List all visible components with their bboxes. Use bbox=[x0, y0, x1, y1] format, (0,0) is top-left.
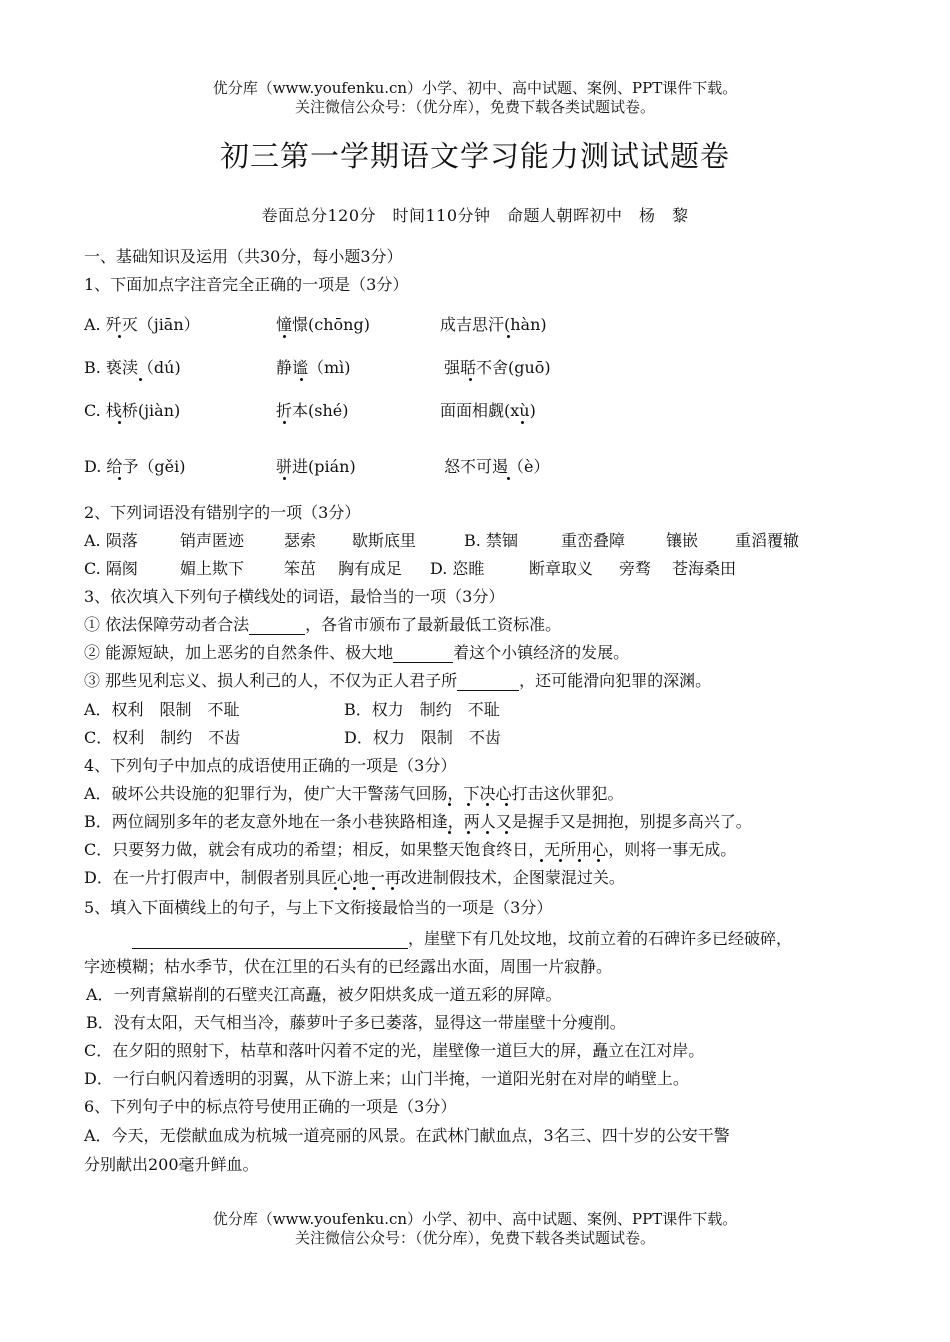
emphasis-dot bbox=[597, 859, 600, 862]
question-2-stem: 2、下列词语没有错别字的一项（3分） bbox=[84, 503, 361, 522]
q1-option-d-1: D. 给予（gěi) bbox=[84, 457, 186, 476]
q3-sentence-2: ② 能源短缺，加上恶劣的自然条件、极大地 着这个小镇经济的发展。 bbox=[84, 643, 630, 662]
q1-option-a-3: 成吉思汗(hàn) bbox=[440, 315, 547, 334]
emphasis-dot bbox=[559, 859, 562, 862]
q3-option-d: D．权力 限制 不齿 bbox=[344, 728, 501, 747]
q5-option-b: B．没有太阳，天气相当冷，藤萝叶子多已萎落，显得这一带崖壁十分瘦削。 bbox=[86, 1013, 626, 1032]
q5-option-d: D．一行白帆闪着透明的羽翼，从下游上来；山门半掩，一道阳光射在对岸的峭壁上。 bbox=[84, 1069, 689, 1088]
q4-option-d: D．在一片打假声中，制假者别具匠心地一再改进制假技术，企图蒙混过关。 bbox=[84, 868, 625, 887]
q2-d-word-2: 断章取义 bbox=[529, 559, 594, 578]
emphasis-dot bbox=[353, 887, 356, 890]
q1-option-a-1: A. 歼灭（jiān） bbox=[84, 315, 200, 334]
q2-a-word-3: 瑟索 bbox=[284, 531, 317, 550]
q2-a-word-2: 销声匿迹 bbox=[180, 531, 245, 550]
exam-meta: 卷面总分120分 时间110分钟 命题人朝晖初中 杨 黎 bbox=[261, 206, 689, 225]
fill-blank bbox=[393, 643, 453, 663]
emphasis-dot bbox=[118, 477, 121, 480]
q4-option-a: A．破坏公共设施的犯罪行为，使广大干警荡气回肠，下决心打击这伙罪犯。 bbox=[84, 784, 624, 803]
q2-d-word-1: D. 恣睢 bbox=[430, 559, 485, 578]
emphasis-dot bbox=[283, 421, 286, 424]
emphasis-dot bbox=[448, 831, 451, 834]
q2-b-word-4: 重滔覆辙 bbox=[735, 531, 800, 550]
q3-option-c: C．权利 制约 不齿 bbox=[84, 728, 241, 747]
emphasis-dot bbox=[448, 803, 451, 806]
emphasis-dot bbox=[507, 477, 510, 480]
question-4-stem: 4、下列句子中加点的成语使用正确的一项是（3分） bbox=[84, 756, 457, 775]
emphasis-dot bbox=[521, 421, 524, 424]
emphasis-dot bbox=[139, 378, 142, 381]
emphasis-dot bbox=[507, 335, 510, 338]
header-line-1: 优分库（www.youfenku.cn）小学、初中、高中试题、案例、PPT课件下载。 bbox=[212, 79, 738, 97]
q2-b-word-3: 镶嵌 bbox=[666, 531, 699, 550]
emphasis-dot bbox=[467, 831, 470, 834]
q3-option-b: B．权力 制约 不耻 bbox=[344, 700, 500, 719]
emphasis-dot bbox=[300, 378, 303, 381]
q4-option-c: C．只要努力做，就会有成功的希望；相反，如果整天饱食终日，无所用心，则将一事无成。 bbox=[84, 840, 737, 859]
emphasis-dot bbox=[118, 335, 121, 338]
q2-d-word-4: 苍海桑田 bbox=[672, 559, 737, 578]
q2-c-word-2: 媚上欺下 bbox=[180, 559, 245, 578]
page-title: 初三第一学期语文学习能力测试试题卷 bbox=[219, 139, 730, 173]
question-5-stem: 5、填入下面横线上的句子，与上下文衔接最恰当的一项是（3分） bbox=[84, 898, 553, 917]
q1-option-a-2: 憧憬(chōng) bbox=[276, 315, 370, 334]
emphasis-dot bbox=[372, 887, 375, 890]
q2-d-word-3: 旁骛 bbox=[619, 559, 652, 578]
q1-option-d-2: 骈进(pián) bbox=[276, 457, 356, 476]
footer-line-1: 优分库（www.youfenku.cn）小学、初中、高中试题、案例、PPT课件下载。 bbox=[212, 1210, 738, 1228]
q3-option-a: A．权利 限制 不耻 bbox=[84, 700, 240, 719]
question-1-stem: 1、下面加点字注音完全正确的一项是（3分） bbox=[84, 275, 409, 294]
q3-sentence-3: ③ 那些见利忘义、损人利己的人，不仅为正人君子所 ，还可能滑向犯罪的深渊。 bbox=[84, 671, 712, 690]
fill-blank bbox=[457, 671, 519, 691]
emphasis-dot bbox=[118, 421, 121, 424]
q5-passage-line-2: 字迹模糊；枯水季节，伏在江里的石头有的已经露出水面，周围一片寂静。 bbox=[84, 957, 613, 976]
header-line-2: 关注微信公众号：（优分库），免费下载各类试题试卷。 bbox=[294, 98, 655, 116]
question-3-stem: 3、依次填入下列句子横线处的词语，最恰当的一项（3分） bbox=[84, 587, 505, 606]
fill-blank bbox=[132, 929, 408, 949]
q2-a-word-4: 歇斯底里 bbox=[352, 531, 417, 550]
footer-line-2: 关注微信公众号：（优分库），免费下载各类试题试卷。 bbox=[294, 1229, 655, 1247]
emphasis-dot bbox=[467, 803, 470, 806]
emphasis-dot bbox=[486, 803, 489, 806]
emphasis-dot bbox=[334, 887, 337, 890]
q2-a-word-1: A. 陨落 bbox=[84, 531, 138, 550]
q5-option-a: A．一列青黛崭削的石壁夹江高矗，被夕阳烘炙成一道五彩的屏障。 bbox=[86, 985, 562, 1004]
emphasis-dot bbox=[469, 378, 472, 381]
q5-passage-line-1: ，崖壁下有几处坟地，坟前立着的石碑许多已经破碎， bbox=[132, 926, 792, 949]
q2-c-word-4: 胸有成足 bbox=[338, 559, 403, 578]
q3-sentence-1: ① 依法保障劳动者合法 ，各省市颁布了最新最低工资标准。 bbox=[84, 615, 562, 634]
emphasis-dot bbox=[505, 803, 508, 806]
q6-option-a-line-1: A．今天，无偿献血成为杭城一道亮丽的风景。在武林门献血点，3名三、四十岁的公安干警 bbox=[84, 1126, 730, 1145]
q1-option-d-3: 怒不可遏（è） bbox=[444, 457, 550, 476]
emphasis-dot bbox=[505, 831, 508, 834]
emphasis-dot bbox=[486, 831, 489, 834]
fill-blank bbox=[249, 615, 305, 635]
q2-c-word-3: 笨茁 bbox=[284, 559, 317, 578]
question-6-stem: 6、下列句子中的标点符号使用正确的一项是（3分） bbox=[84, 1097, 457, 1116]
q1-option-b-2: 静谧（mì) bbox=[276, 358, 351, 377]
emphasis-dot bbox=[540, 859, 543, 862]
emphasis-dot bbox=[283, 335, 286, 338]
emphasis-dot bbox=[391, 887, 394, 890]
section-heading: 一、基础知识及运用（共30分，每小题3分） bbox=[84, 247, 403, 266]
q1-option-b-1: B. 亵渎（dú) bbox=[84, 358, 181, 377]
emphasis-dot bbox=[578, 859, 581, 862]
q4-option-b: B．两位阔别多年的老友意外地在一条小巷狭路相逢，两人又是握手又是拥抱，别提多高兴了。 bbox=[84, 812, 752, 831]
q1-option-c-1: C. 栈桥(jiàn) bbox=[84, 401, 181, 420]
q2-b-word-1: B. 禁锢 bbox=[464, 531, 518, 550]
emphasis-dot bbox=[283, 477, 286, 480]
q6-option-a-line-2: 分别献出200毫升鲜血。 bbox=[84, 1155, 259, 1174]
q2-c-word-1: C. 隔阂 bbox=[84, 559, 138, 578]
q1-option-b-3: 强聒不舍(guō) bbox=[444, 358, 551, 377]
q1-option-c-3: 面面相觑(xù) bbox=[440, 401, 536, 420]
q2-b-word-2: 重峦叠障 bbox=[561, 531, 626, 550]
q1-option-c-2: 折本(shé) bbox=[276, 401, 349, 420]
q5-option-c: C．在夕阳的照射下，枯草和落叶闪着不定的光，崖壁像一道巨大的屏，矗立在江对岸。 bbox=[84, 1041, 705, 1060]
